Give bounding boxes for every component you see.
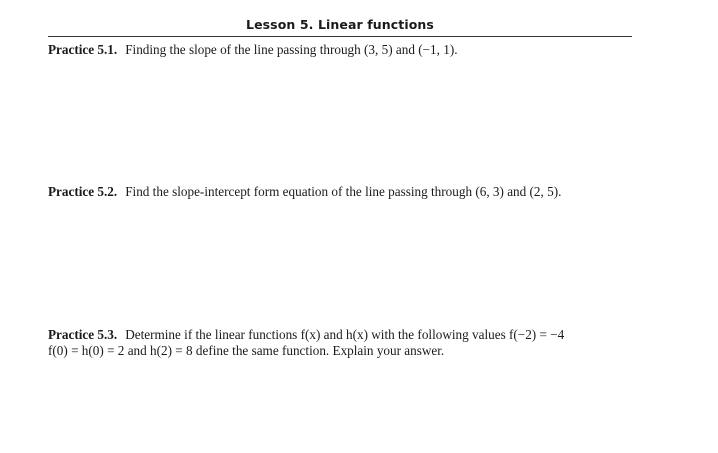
practice-5-3-label: Practice 5.3. [48,327,118,342]
lesson-title: Lesson 5. Linear functions [246,17,434,32]
practice-5-1-line [48,42,648,58]
practice-5-2 [48,184,648,200]
practice-5-2-line [48,184,648,200]
practice-5-3-text-line-2: f(0) = h(0) = 2 and h(2) = 8 define the same function. Explain your answer. [48,343,445,358]
header-rule [48,36,632,37]
practice-5-3-line-1 [48,327,648,343]
practice-5-3-text-line-1: Determine if the linear functions f(x) and h(x) with the following values f(−2) = −4 [125,327,565,342]
practice-5-2-text: Find the slope-intercept form equation of the line passing through (6, 3) and (2, 5). [125,184,562,199]
practice-5-1 [48,42,648,58]
practice-5-1-text: Finding the slope of the line passing through (3, 5) and (−1, 1). [125,42,458,57]
practice-5-2-label: Practice 5.2. [48,184,118,199]
practice-5-3 [48,327,648,359]
practice-5-1-label: Practice 5.1. [48,42,118,57]
